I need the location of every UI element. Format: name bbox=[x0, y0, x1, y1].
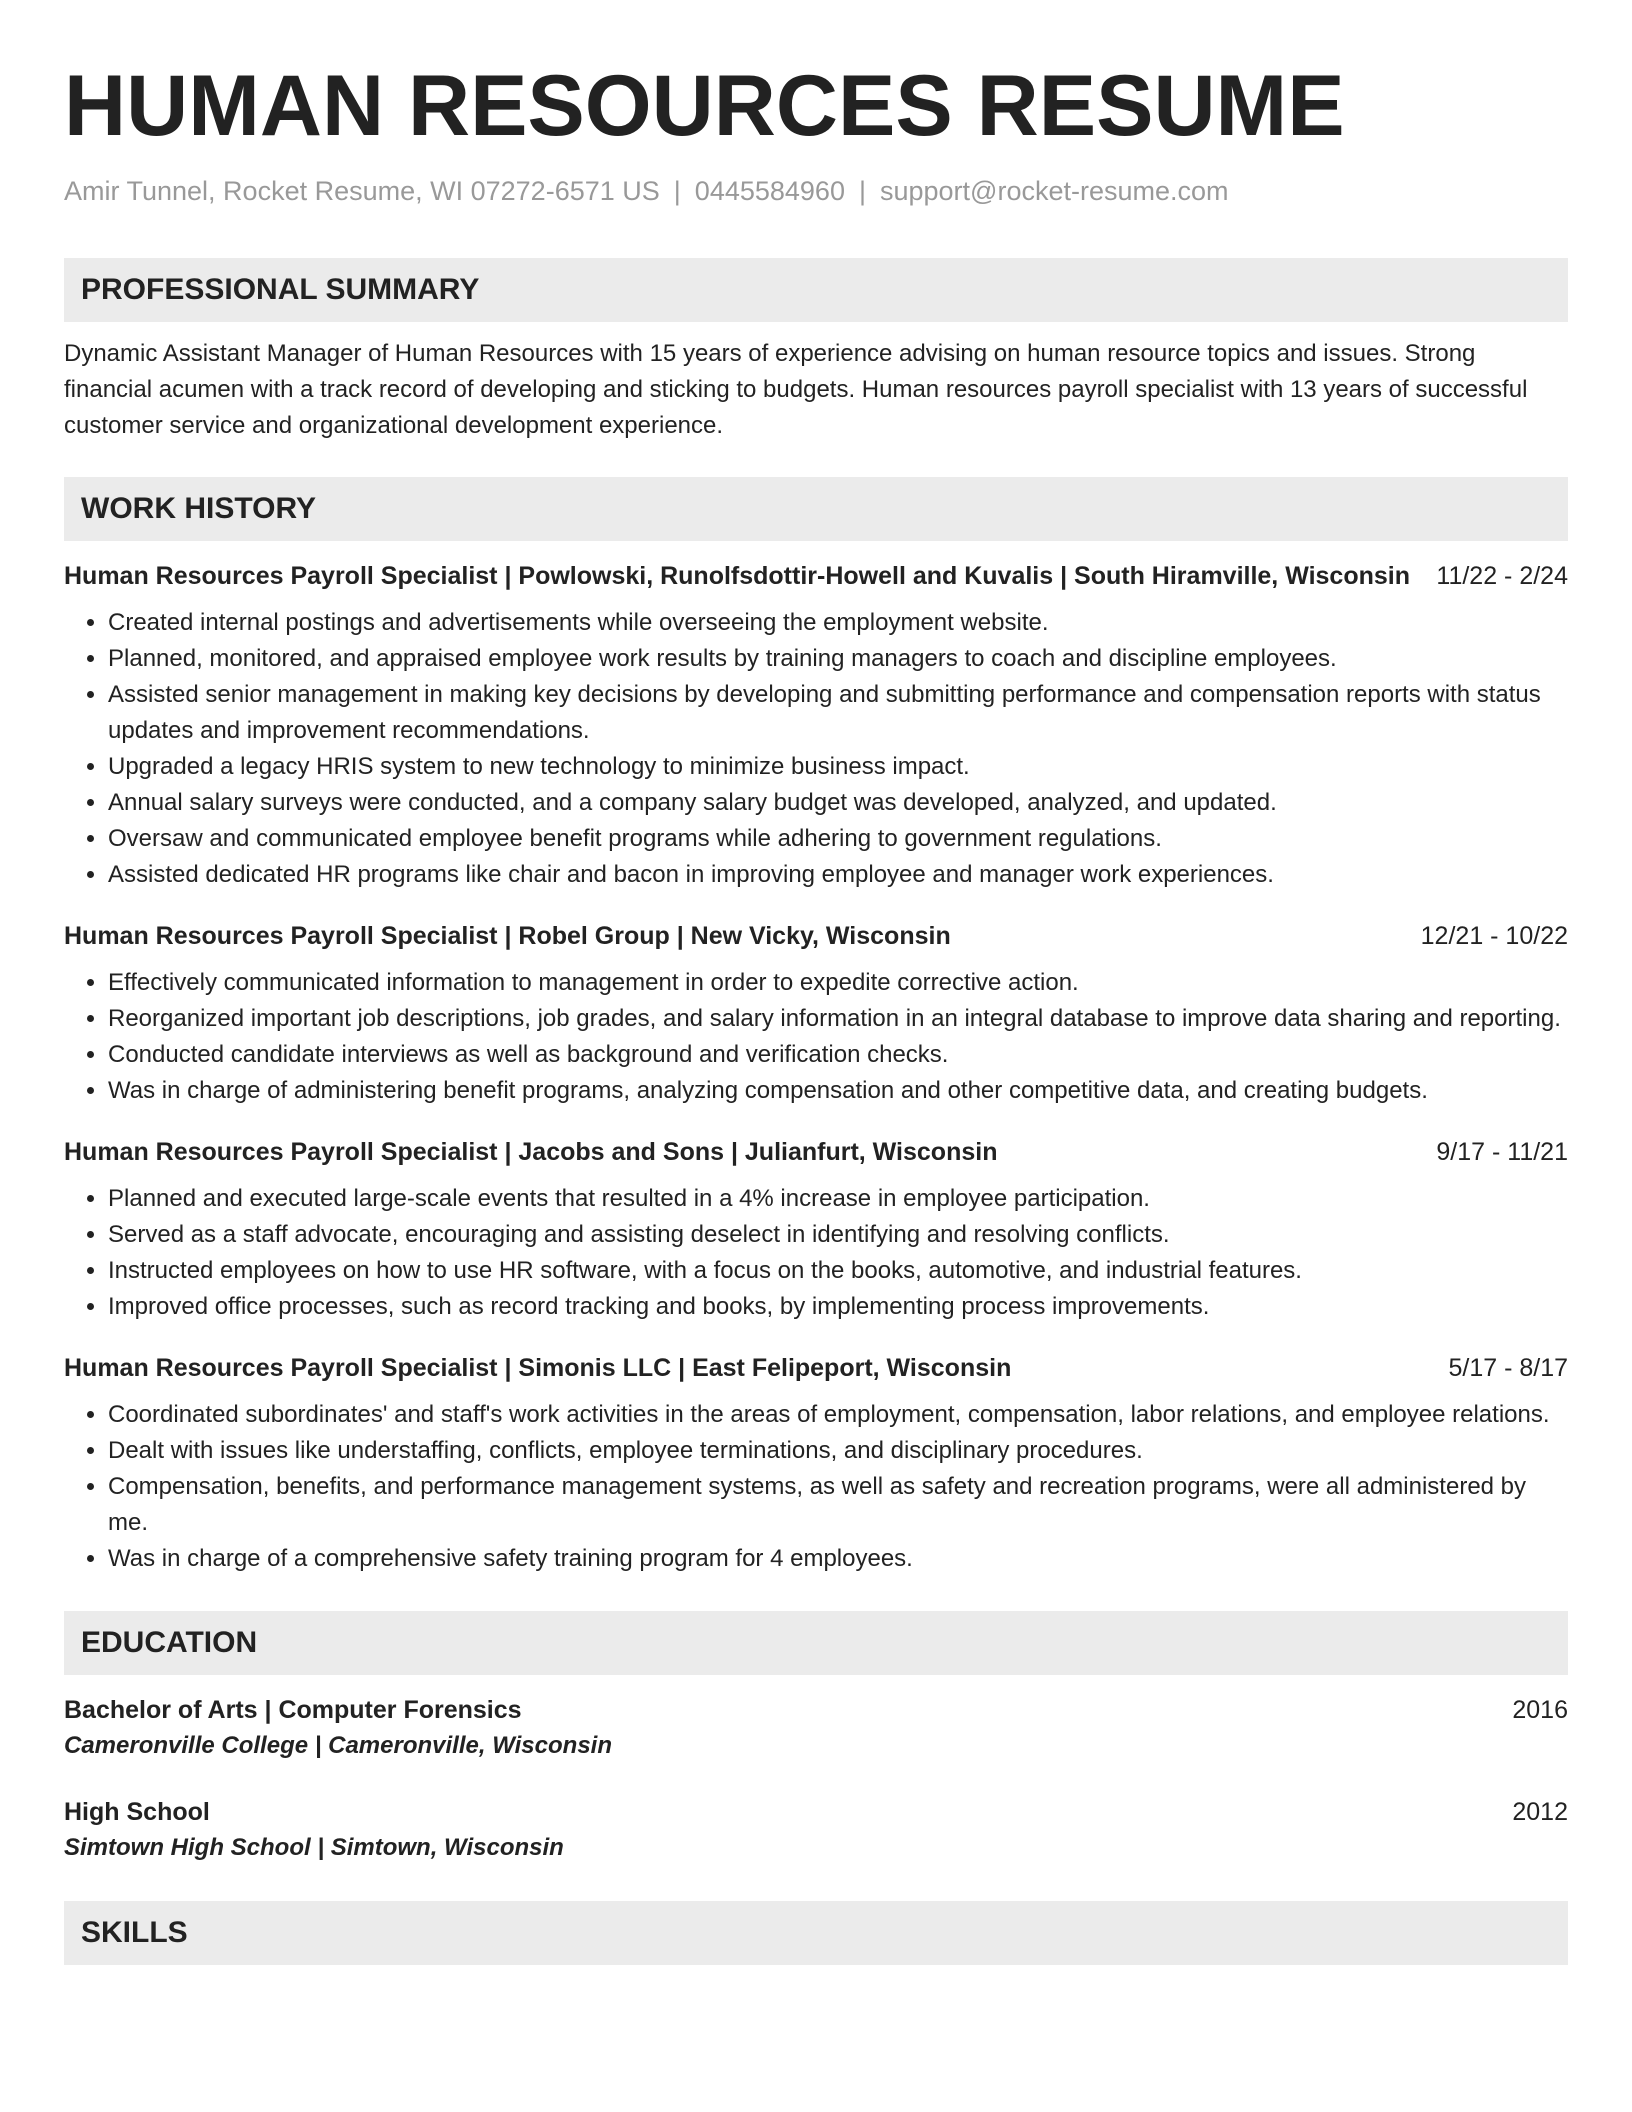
job-bullet: • Created internal postings and advertisements while overseeing the employment website. bbox=[108, 605, 1568, 641]
resume-title: HUMAN RESOURCES RESUME bbox=[64, 58, 1345, 154]
education-header bbox=[64, 1795, 1568, 1829]
job-title: Human Resources Payroll Specialist | Simonis LLC | East Felipeport, Wisconsin bbox=[64, 1354, 1012, 1382]
contact-email: support@rocket-resume.com bbox=[879, 176, 1229, 206]
job-bullet: • Assisted dedicated HR programs like chair and bacon in improving employee and manager work experiences. bbox=[108, 857, 1568, 893]
education-entry bbox=[64, 1693, 1568, 1765]
job-bullet: • Oversaw and communicated employee benefit programs while adhering to government regulations. bbox=[108, 821, 1568, 857]
contact-separator: | bbox=[858, 176, 866, 206]
job-bullet: • Reorganized important job descriptions, job grades, and salary information in an integral database to improve data sharing and reporting. bbox=[108, 1001, 1568, 1037]
job-bullet: • Served as a staff advocate, encouraging and assisting deselect in identifying and resolving conflicts. bbox=[108, 1217, 1568, 1253]
job-title: Human Resources Payroll Specialist | Powlowski, Runolfsdottir-Howell and Kuvalis | South Hiramville, Wisconsin bbox=[64, 562, 1410, 590]
job-entry bbox=[64, 1351, 1568, 1577]
job-dates: 5/17 - 8/17 bbox=[1448, 1354, 1568, 1382]
education-school: Simtown High School | Simtown, Wisconsin bbox=[64, 1834, 564, 1861]
education-header bbox=[64, 1693, 1568, 1727]
job-bullet: • Instructed employees on how to use HR software, with a focus on the books, automotive, and industrial features. bbox=[108, 1253, 1568, 1289]
job-bullets bbox=[64, 1397, 1568, 1577]
job-dates: 12/21 - 10/22 bbox=[1420, 922, 1568, 950]
resume-page bbox=[64, 0, 1568, 1965]
job-bullets bbox=[64, 605, 1568, 893]
job-bullet: • Was in charge of a comprehensive safety training program for 4 employees. bbox=[108, 1541, 1568, 1577]
job-header bbox=[64, 919, 1568, 953]
job-entry bbox=[64, 1135, 1568, 1325]
job-bullet: • Upgraded a legacy HRIS system to new technology to minimize business impact. bbox=[108, 749, 1568, 785]
summary-text: Dynamic Assistant Manager of Human Resources with 15 years of experience advising on human resource topics and issues. Strong financial acumen with a track record of developing and sticking to budgets. Human resources payroll specialist with 13 years of successful customer service and organizational development experience. bbox=[64, 340, 1528, 439]
job-entry bbox=[64, 559, 1568, 893]
job-header bbox=[64, 1135, 1568, 1169]
section-header-work-history: WORK HISTORY bbox=[64, 477, 1568, 541]
education-year: 2012 bbox=[1512, 1798, 1568, 1826]
contact-address: Amir Tunnel, Rocket Resume, WI 07272-6571 US bbox=[64, 176, 660, 206]
job-bullets bbox=[64, 965, 1568, 1109]
job-bullet: • Planned, monitored, and appraised employee work results by training managers to coach and discipline employees. bbox=[108, 641, 1568, 677]
job-bullet: • Was in charge of administering benefit programs, analyzing compensation and other competitive data, and creating budgets. bbox=[108, 1073, 1568, 1109]
contact-line bbox=[64, 174, 1568, 208]
education-school: Cameronville College | Cameronville, Wisconsin bbox=[64, 1732, 612, 1759]
job-bullet: • Assisted senior management in making key decisions by developing and submitting performance and compensation reports with status updates and improvement recommendations. bbox=[108, 677, 1568, 749]
job-bullet: • Dealt with issues like understaffing, conflicts, employee terminations, and disciplinary procedures. bbox=[108, 1433, 1568, 1469]
job-header bbox=[64, 1351, 1568, 1385]
job-bullet: • Compensation, benefits, and performance management systems, as well as safety and recreation programs, were all administered by me. bbox=[108, 1469, 1568, 1541]
job-dates: 11/22 - 2/24 bbox=[1436, 562, 1568, 590]
job-dates: 9/17 - 11/21 bbox=[1436, 1138, 1568, 1166]
job-entry bbox=[64, 919, 1568, 1109]
section-header-skills: SKILLS bbox=[64, 1901, 1568, 1965]
section-header-education: EDUCATION bbox=[64, 1611, 1568, 1675]
section-header-summary: PROFESSIONAL SUMMARY bbox=[64, 258, 1568, 322]
job-bullet: • Annual salary surveys were conducted, and a company salary budget was developed, analyzed, and updated. bbox=[108, 785, 1568, 821]
job-header bbox=[64, 559, 1568, 593]
contact-phone: 0445584960 bbox=[694, 176, 845, 206]
job-bullet: • Planned and executed large-scale events that resulted in a 4% increase in employee participation. bbox=[108, 1181, 1568, 1217]
education-degree: High School bbox=[64, 1798, 210, 1826]
job-title: Human Resources Payroll Specialist | Jacobs and Sons | Julianfurt, Wisconsin bbox=[64, 1138, 998, 1166]
job-bullets bbox=[64, 1181, 1568, 1325]
job-bullet: • Effectively communicated information to management in order to expedite corrective action. bbox=[108, 965, 1568, 1001]
job-bullet: • Improved office processes, such as record tracking and books, by implementing process improvements. bbox=[108, 1289, 1568, 1325]
job-bullet: • Conducted candidate interviews as well as background and verification checks. bbox=[108, 1037, 1568, 1073]
education-entry bbox=[64, 1795, 1568, 1867]
job-title: Human Resources Payroll Specialist | Robel Group | New Vicky, Wisconsin bbox=[64, 922, 951, 950]
job-bullet: • Coordinated subordinates' and staff's work activities in the areas of employment, compensation, labor relations, and employee relations. bbox=[108, 1397, 1568, 1433]
education-year: 2016 bbox=[1512, 1696, 1568, 1724]
contact-separator: | bbox=[673, 176, 681, 206]
education-degree: Bachelor of Arts | Computer Forensics bbox=[64, 1696, 522, 1724]
